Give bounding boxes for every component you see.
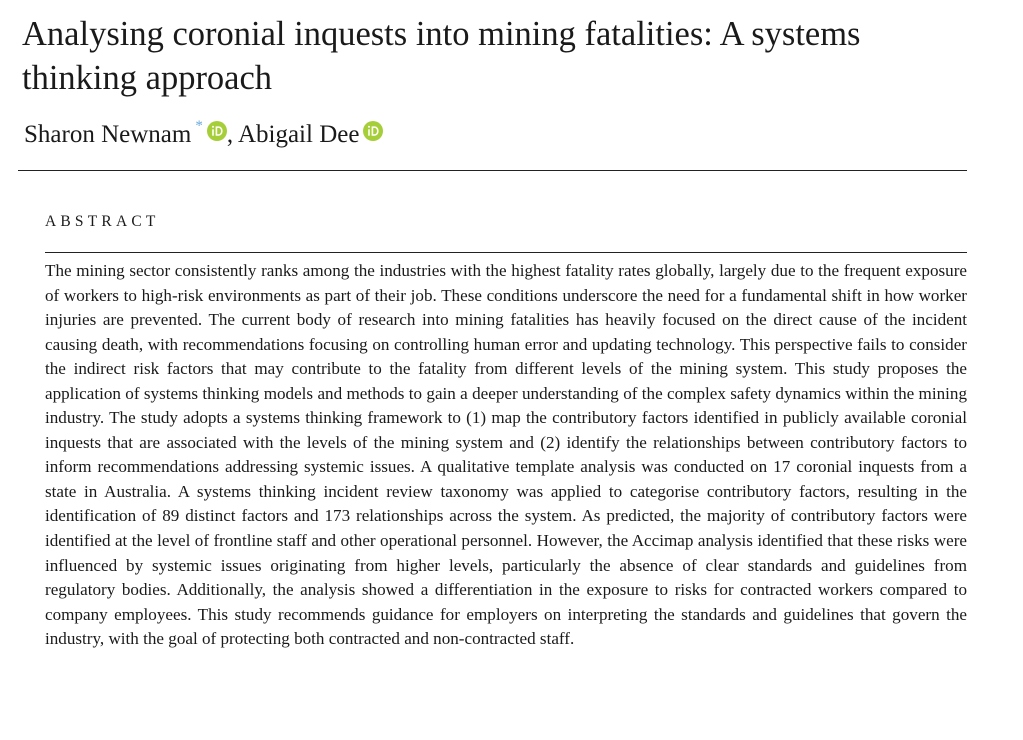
corresponding-author-mark[interactable]: *: [195, 118, 203, 134]
abstract-heading: ABSTRACT: [45, 213, 160, 230]
article-title: Analysing coronial inquests into mining fatalities: A systems thinking approach: [22, 15, 861, 97]
author-name[interactable]: Abigail Dee: [237, 121, 360, 148]
orcid-icon[interactable]: [207, 121, 227, 141]
abstract-text: The mining sector consistently ranks among the industries with the highest fatality rates globally, largely due to the frequent exposure of workers to high-risk environments as part of their job. These conditions underscore the need for a fundamental shift in how worker injuries are prevented. The current body of research into mining fatalities has heavily focused on the direct cause of the incident causing death, with recommendations focusing on controlling human error and updating technology. This perspective fails to consider the indirect risk factors that may contribute to the fatality from different levels of the mining system. This study proposes the application of systems thinking models and methods to gain a deeper understanding of the complex safety dynamics within the mining industry. The study adopts a systems thinking framework to (1) map the contributory factors identified in publicly available coronial inquests that are associated with the levels of the mining system and (2) identify the relationships between contributory factors to inform recommendations addressing systemic issues. A qualitative template analysis was conducted on 17 coronial inquests from a state in Australia. A systems thinking incident review taxonomy was applied to categorise contributory factors, resulting in the identification of 89 distinct factors and 173 relationships across the system. As predicted, the majority of contributory factors were identified at the level of frontline staff and other operational personnel. However, the Accimap analysis identified that these risks were influenced by systemic issues originating from higher levels, particularly the absence of clear standards and guidelines from regulatory bodies. Additionally, the analysis showed a differentiation in the exposure to risks for contracted workers compared to company employees. This study recommends guidance for employers on interpreting the standards and guidelines that govern the industry, with the goal of protecting both contracted and non-contracted staff.: [45, 261, 967, 649]
orcid-icon[interactable]: [363, 121, 383, 141]
author-separator: ,: [226, 121, 238, 148]
author-name[interactable]: Sharon Newnam: [24, 121, 192, 148]
author-list: [24, 110, 383, 151]
abstract-divider: [45, 252, 967, 253]
header-divider: [18, 170, 967, 171]
